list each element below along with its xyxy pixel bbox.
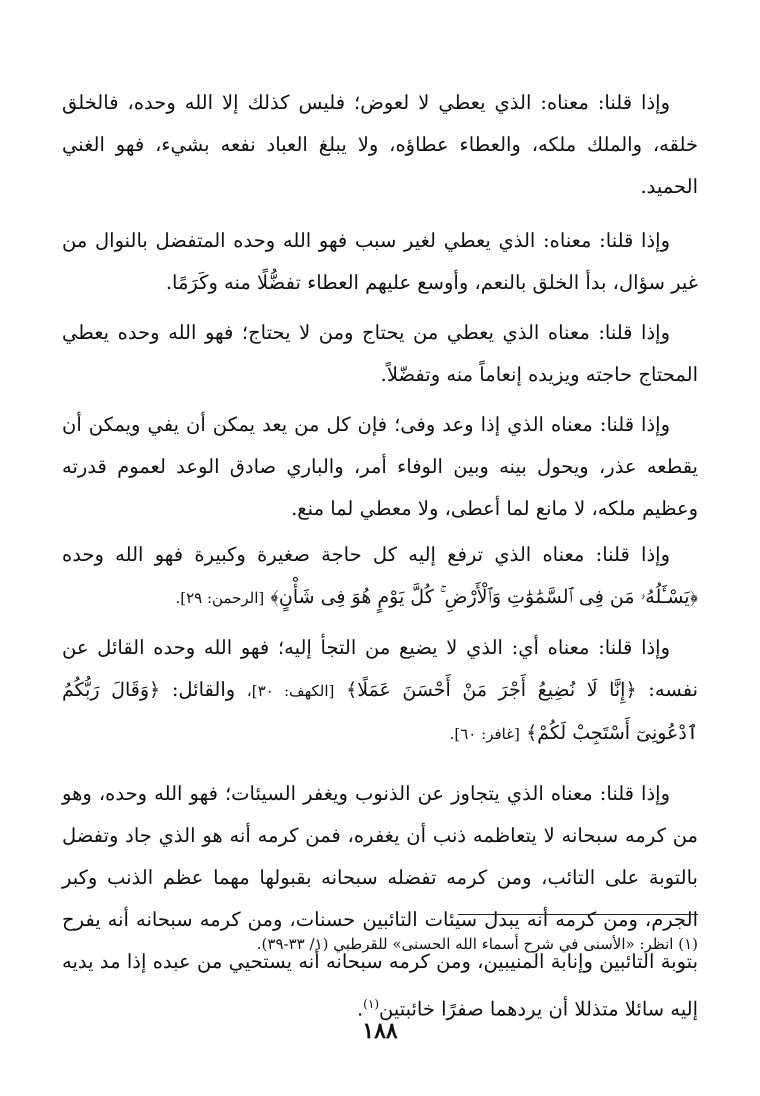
footnote-reference-mark: (١) [363,997,379,1011]
paragraph-2: وإذا قلنا: معناه: الذي يعطي لغير سبب فهو الله وحده المتفضل بالنوال من غير سؤال، بدأ الخلق بالنعم، وأوسع عليهم العطاء تفضُّلًا منه وكَرَمًا. [62,229,698,294]
paragraph-6 [62,627,698,755]
quran-verse-rahman: ﴿يَسْـَٔلُهُۥ مَن فِى ٱلسَّمَٰوَٰتِ وَٱلْأَرْضِ ۚ كُلَّ يَوْمٍ هُوَ فِى شَأْنٍ﴾ [270,586,698,608]
paragraph-6-lead: وإذا قلنا: معناه أي: الذي لا يضيع من التجأ إليه؛ فهو الله وحده القائل عن نفسه: [62,636,699,701]
paragraph-3: وإذا قلنا: معناه الذي يعطي من يحتاج ومن لا يحتاج؛ فهو الله وحده يعطي المحتاج حاجته ويزيده إنعاماً منه وتفضّلاً. [62,321,698,386]
paragraph-7-end: . [356,997,364,1021]
quran-verse-ghafir: ﴿وَقَالَ رَبُّكُمُ ٱدْعُونِىٓ أَسْتَجِبْ لَكُمْ﴾ [62,679,698,744]
footnote: (١) انظر: «الأسنى في شرح أسماء الله الحسنى» للقرطبي (١/ ٣٣-٣٩). [256,935,698,953]
paragraph-1: وإذا قلنا: معناه: الذي يعطي لا لعوض؛ فليس كذلك إلا الله وحده، فالخلق خلقه، والملك ملكه، والعطاء عطاؤه، ولا يبلغ العباد نفعه بشيء، فهو الغني الحميد. [62,91,699,198]
footnote-separator-line [458,914,698,915]
quran-reference-rahman: [الرحمن: ٢٩]. [175,589,265,607]
paragraph-5-lead: وإذا قلنا: معناه الذي ترفع إليه كل حاجة صغيرة وكبيرة فهو الله وحده [62,543,670,566]
quran-reference-kahf: [الكهف: ٣٠]، [246,682,335,700]
paragraph-7-text: وإذا قلنا: معناه الذي يتجاوز عن الذنوب ويغفر السيئات؛ فهو الله وحده، وهو من كرمه سبحانه لا يتعاظمه ذنب أن يغفره، فمن كرمه أنه هو الذي جاد وتفضل بالتوبة على التائب، ومن كرمه تفضله سبحانه بقبولها مهما عظم الذنب وكبر الجرم، ومن كرمه أنه يبدل سيئات التائبين حسنات، ومن كرمه سبحانه أنه يفرح بتوبة التائبين وإنابة المنيبين، ومن كرمه سبحانه أنه يستحيي من عبده إذا مد يديه إليه سائلا متذللا أن يردهما صفرًا خائبتين [62,782,698,1021]
quran-verse-kahf: ﴿إِنَّا لَا نُضِيعُ أَجْرَ مَنْ أَحْسَنَ عَمَلًا﴾ [346,679,637,701]
paragraph-7 [62,773,698,1031]
page-number: ١٨٨ [362,1018,398,1044]
quran-reference-ghafir: [غافر: ٦٠]. [449,725,520,743]
paragraph-5 [62,534,698,619]
page-body [62,82,698,1039]
paragraph-4: وإذا قلنا: معناه الذي إذا وعد وفى؛ فإن كل من يعد يمكن أن يفي ويمكن أن يقطعه عذر، ويحول بينه وبين الوفاء أمر، والباري صادق الوعد لعموم قدرته وعظيم ملكه، لا مانع لما أعطى، ولا معطي لما منع. [62,413,698,520]
paragraph-6-mid: والقائل: [171,678,236,701]
